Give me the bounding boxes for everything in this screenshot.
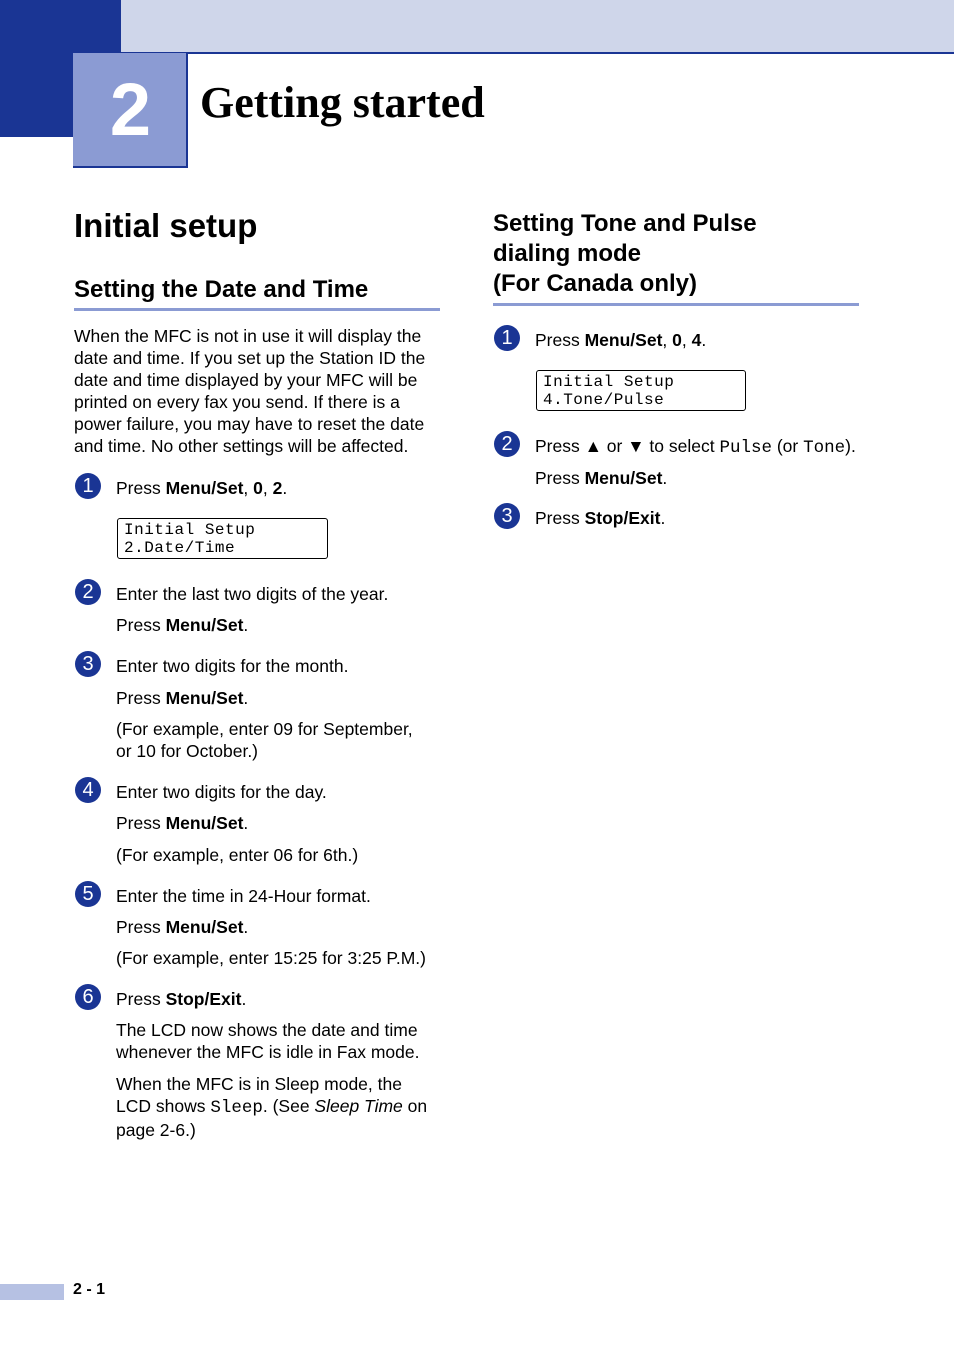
period: . — [662, 468, 668, 488]
header-band — [0, 0, 954, 52]
lcd-tone-text: Tone — [803, 438, 846, 458]
separator: , — [662, 330, 673, 350]
note-line: whenever the MFC is idle in Fax mode. — [116, 1042, 420, 1062]
intro-line: power failure, you may have to reset the date — [74, 414, 425, 434]
step-text: or — [601, 436, 628, 456]
intro-line: date and time. If you set up the Station ID the — [74, 348, 426, 368]
menu-set-key: Menu/Set — [165, 917, 244, 937]
lcd-line-1: Initial Setup — [124, 521, 256, 539]
subsection-heading-date-time: Setting the Date and Time — [74, 276, 369, 303]
note-line: page 2-6.) — [116, 1120, 196, 1140]
note-line — [116, 1095, 427, 1119]
down-arrow-icon: ▼ — [627, 436, 645, 456]
period: . — [243, 813, 249, 833]
chapter-number: 2 — [109, 68, 152, 151]
example-day: (For example, enter 06 for 6th.) — [116, 845, 359, 865]
step-text: Press — [535, 330, 585, 350]
stop-exit-key: Stop/Exit — [584, 508, 661, 528]
heading-line: Setting Tone and Pulse — [493, 210, 757, 237]
example-month — [116, 718, 413, 762]
press-menu-set — [535, 467, 667, 489]
lcd-note — [116, 1019, 419, 1063]
tone-step-2-text — [535, 435, 856, 459]
lcd-pulse-text: Pulse — [719, 438, 772, 458]
step-text: Press — [116, 813, 166, 833]
note-text: . (See — [262, 1096, 315, 1116]
lcd-display-tone-pulse — [536, 370, 746, 411]
step-text: Press — [116, 615, 166, 635]
section-heading: Initial setup — [74, 207, 258, 244]
step-text: (or — [771, 436, 804, 456]
step-text: Press — [535, 436, 585, 456]
sleep-note — [116, 1073, 427, 1141]
subsection-heading-tone-pulse — [493, 209, 757, 299]
example-time: (For example, enter 15:25 for 3:25 P.M.) — [116, 948, 426, 968]
lcd-line-1: Initial Setup — [543, 373, 675, 391]
lcd-sleep-text: Sleep — [210, 1098, 263, 1118]
note-line: When the MFC is in Sleep mode, the — [116, 1074, 402, 1094]
subsection-rule — [493, 303, 859, 306]
press-menu-set — [116, 614, 248, 636]
step-text: to select — [644, 436, 720, 456]
tone-step-3-text — [535, 507, 665, 529]
step-text: Press — [116, 688, 166, 708]
period: . — [243, 917, 249, 937]
step-6-text — [116, 988, 246, 1010]
subsection-rule — [74, 308, 440, 311]
heading-line: (For Canada only) — [493, 270, 698, 297]
step-badge: 3 — [494, 503, 520, 529]
period: . — [701, 330, 707, 350]
note-line: The LCD now shows the date and time — [116, 1020, 418, 1040]
lcd-line-2: 4.Tone/Pulse — [543, 391, 665, 409]
lcd-display-date-time — [117, 518, 328, 559]
separator: , — [262, 478, 273, 498]
note-text: on — [402, 1096, 428, 1116]
period: . — [282, 478, 288, 498]
menu-set-key: Menu/Set — [165, 615, 244, 635]
step-badge: 2 — [494, 431, 520, 457]
menu-set-key: Menu/Set — [165, 478, 244, 498]
separator: , — [681, 330, 692, 350]
menu-set-key: Menu/Set — [584, 330, 663, 350]
page-number: 2 - 1 — [73, 1281, 106, 1298]
key-0: 0 — [672, 330, 682, 350]
menu-set-key: Menu/Set — [165, 813, 244, 833]
intro-line: When the MFC is not in use it will display the — [74, 326, 422, 346]
separator: , — [243, 478, 254, 498]
press-menu-set — [116, 812, 248, 834]
period: . — [243, 688, 249, 708]
intro-line: and time. No other settings will be affected. — [74, 436, 409, 456]
footer-band — [0, 1284, 64, 1300]
step-1-text — [116, 477, 287, 499]
step-5-text: Enter the time in 24-Hour format. — [116, 886, 371, 906]
step-2-text: Enter the last two digits of the year. — [116, 584, 389, 604]
period: . — [241, 989, 247, 1009]
step-text: Press — [535, 468, 585, 488]
sleep-time-reference: Sleep Time — [314, 1096, 403, 1116]
step-badge: 1 — [494, 325, 520, 351]
example-line: (For example, enter 09 for September, — [116, 719, 413, 739]
menu-set-key: Menu/Set — [584, 468, 663, 488]
note-text: LCD shows — [116, 1096, 211, 1116]
step-badge: 3 — [75, 651, 101, 677]
step-badge: 2 — [75, 579, 101, 605]
menu-set-key: Menu/Set — [165, 688, 244, 708]
stop-exit-key: Stop/Exit — [165, 989, 242, 1009]
key-2: 2 — [272, 478, 283, 498]
header-rule — [120, 52, 954, 54]
step-text: Press — [116, 917, 166, 937]
tone-step-1-text — [535, 329, 706, 351]
step-badge: 6 — [75, 984, 101, 1010]
heading-line: dialing mode — [493, 240, 642, 267]
key-4: 4 — [691, 330, 702, 350]
step-badge: 4 — [75, 777, 101, 803]
step-3-text: Enter two digits for the month. — [116, 656, 349, 676]
lcd-line-2: 2.Date/Time — [124, 539, 236, 557]
step-text: Press — [535, 508, 585, 528]
step-text: Press — [116, 989, 166, 1009]
intro-paragraph — [74, 325, 446, 457]
press-menu-set — [116, 916, 248, 938]
intro-line: printed on every fax you send. If there is a — [74, 392, 400, 412]
step-badge: 1 — [75, 473, 101, 499]
step-text: ). — [845, 436, 856, 456]
step-text: Press — [116, 478, 166, 498]
period: . — [660, 508, 666, 528]
intro-line: date and time displayed by your MFC will be — [74, 370, 418, 390]
period: . — [243, 615, 249, 635]
example-line: or 10 for October.) — [116, 741, 259, 761]
step-badge: 5 — [75, 881, 101, 907]
key-0: 0 — [253, 478, 263, 498]
up-arrow-icon: ▲ — [584, 436, 602, 456]
press-menu-set — [116, 687, 248, 709]
chapter-title: Getting started — [200, 78, 485, 127]
step-4-text: Enter two digits for the day. — [116, 782, 327, 802]
